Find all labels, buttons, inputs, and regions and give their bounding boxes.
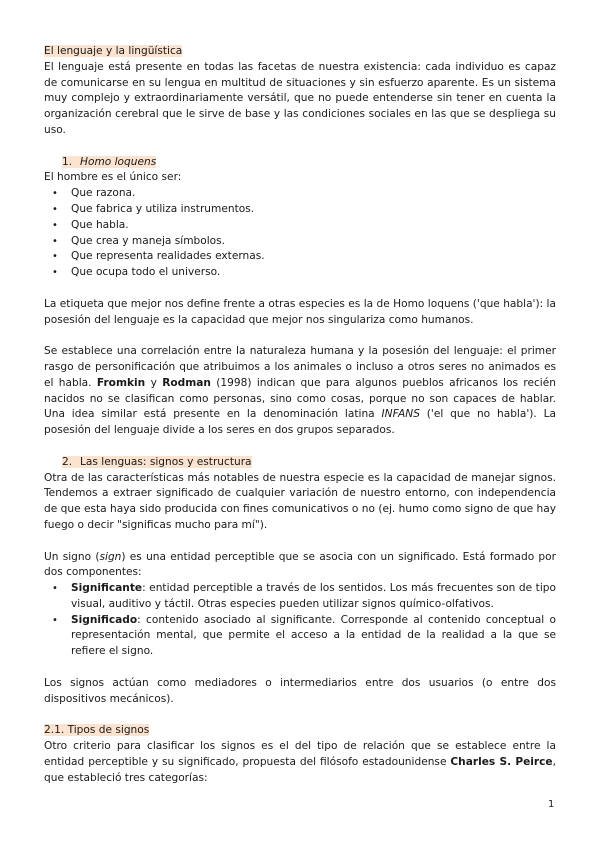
sign-definition-paragraph: Un signo (sign) es una entidad perceptible que se asocia con un significado. Está formado por dos componentes: bbox=[44, 550, 556, 579]
page-content bbox=[44, 44, 556, 786]
sign-components-list bbox=[44, 581, 556, 660]
section-1-number: 1. bbox=[62, 155, 73, 168]
document-title: El lenguaje y la lingüística bbox=[44, 45, 183, 57]
homo-loquens-paragraph: La etiqueta que mejor nos define frente a otras especies es la de Homo loquens ('que habla'): la posesión del lenguaje es la capacidad que mejor nos singulariza como humanos. bbox=[44, 297, 556, 326]
section-2-number: 2. bbox=[62, 455, 73, 468]
sign-term: sign bbox=[99, 550, 122, 563]
author-rodman: Rodman bbox=[162, 376, 211, 389]
intro-paragraph: El lenguaje está presente en todas las facetas de nuestra existencia: cada individuo es capaz de comunicarse en su lengua en multitud de situaciones y sin esfuerzo aparente. Es un sistema muy complejo y extraordinariamente versátil, que no puede entenderse sin tener en cuenta la organización cerebral que le sirve de base y las condiciones sociales en las que se despliega su uso. bbox=[44, 60, 556, 136]
mediators-paragraph: Los signos actúan como mediadores o intermediarios entre dos usuarios (o entre dos dispositivos mecánicos). bbox=[44, 676, 556, 705]
section-1-title: Homo loquens bbox=[80, 155, 157, 168]
list-item: • Significante: entidad perceptible a través de los sentidos. Los más frecuentes son de tipo visual, auditivo y táctil. Otras especies pueden utilizar signos químico-olfativos. bbox=[44, 581, 556, 613]
signs-paragraph: Otra de las características más notables de nuestra especie es la capacidad de manejar signos. Tendemos a extraer significado de cualquier variación de nuestro entorno, con independencia de que esta haya sido producida con fines comunicativos o no (ej. humo como signo de que hay fuego o decir "significas mucho para mí"). bbox=[44, 471, 556, 531]
section-1-heading bbox=[62, 155, 556, 171]
list-item: • Que crea y maneja símbolos. bbox=[44, 234, 556, 250]
author-peirce: Charles S. Peirce bbox=[450, 755, 553, 768]
section-2-1-heading: 2.1. Tipos de signos bbox=[44, 724, 150, 737]
page-number: 1 bbox=[548, 799, 555, 810]
term-significado: Significado bbox=[71, 613, 138, 626]
section-2-title: Las lenguas: signos y estructura bbox=[80, 455, 252, 468]
infans-term: INFANS bbox=[381, 408, 420, 421]
list-item: • Significado: contenido asociado al significante. Corresponde al contenido conceptual o representación mental, que permite el acceso a la entidad de la realidad a la que se refiere el signo. bbox=[44, 613, 556, 660]
section-2-heading bbox=[62, 455, 556, 471]
term-significante: Significante bbox=[71, 582, 143, 595]
human-traits-list bbox=[44, 186, 556, 281]
sign-types-paragraph: Otro criterio para clasificar los signos es el del tipo de relación que se establece entre la entidad perceptible y su significado, propuesta del filósofo estadounidense Charles S. Peirce, que estableció tres categorías: bbox=[44, 740, 556, 784]
author-fromkin: Fromkin bbox=[96, 376, 146, 389]
list-item: • Que habla. bbox=[44, 218, 556, 234]
list-item: • Que fabrica y utiliza instrumentos. bbox=[44, 202, 556, 218]
list-item: • Que razona. bbox=[44, 186, 556, 202]
list-item: • Que ocupa todo el universo. bbox=[44, 265, 556, 281]
correlation-paragraph: Se establece una correlación entre la naturaleza humana y la posesión del lenguaje: el primer rasgo de personificación que atribuimos a los animales o incluso a otros seres no animados es el habla. Fromkin y Rodman (1998) indican que para algunos pueblos africanos los recién nacidos no se clasifican como personas, sino como cosas, porque no son capaces de hablar. Una idea similar está presente en la denominación latina INFANS ('el que no habla'). La posesión del lenguaje divide a los seres en dos grupos separados. bbox=[44, 345, 557, 437]
list-item: • Que representa realidades externas. bbox=[44, 249, 556, 265]
section-1-lead: El hombre es el único ser: bbox=[44, 171, 182, 184]
